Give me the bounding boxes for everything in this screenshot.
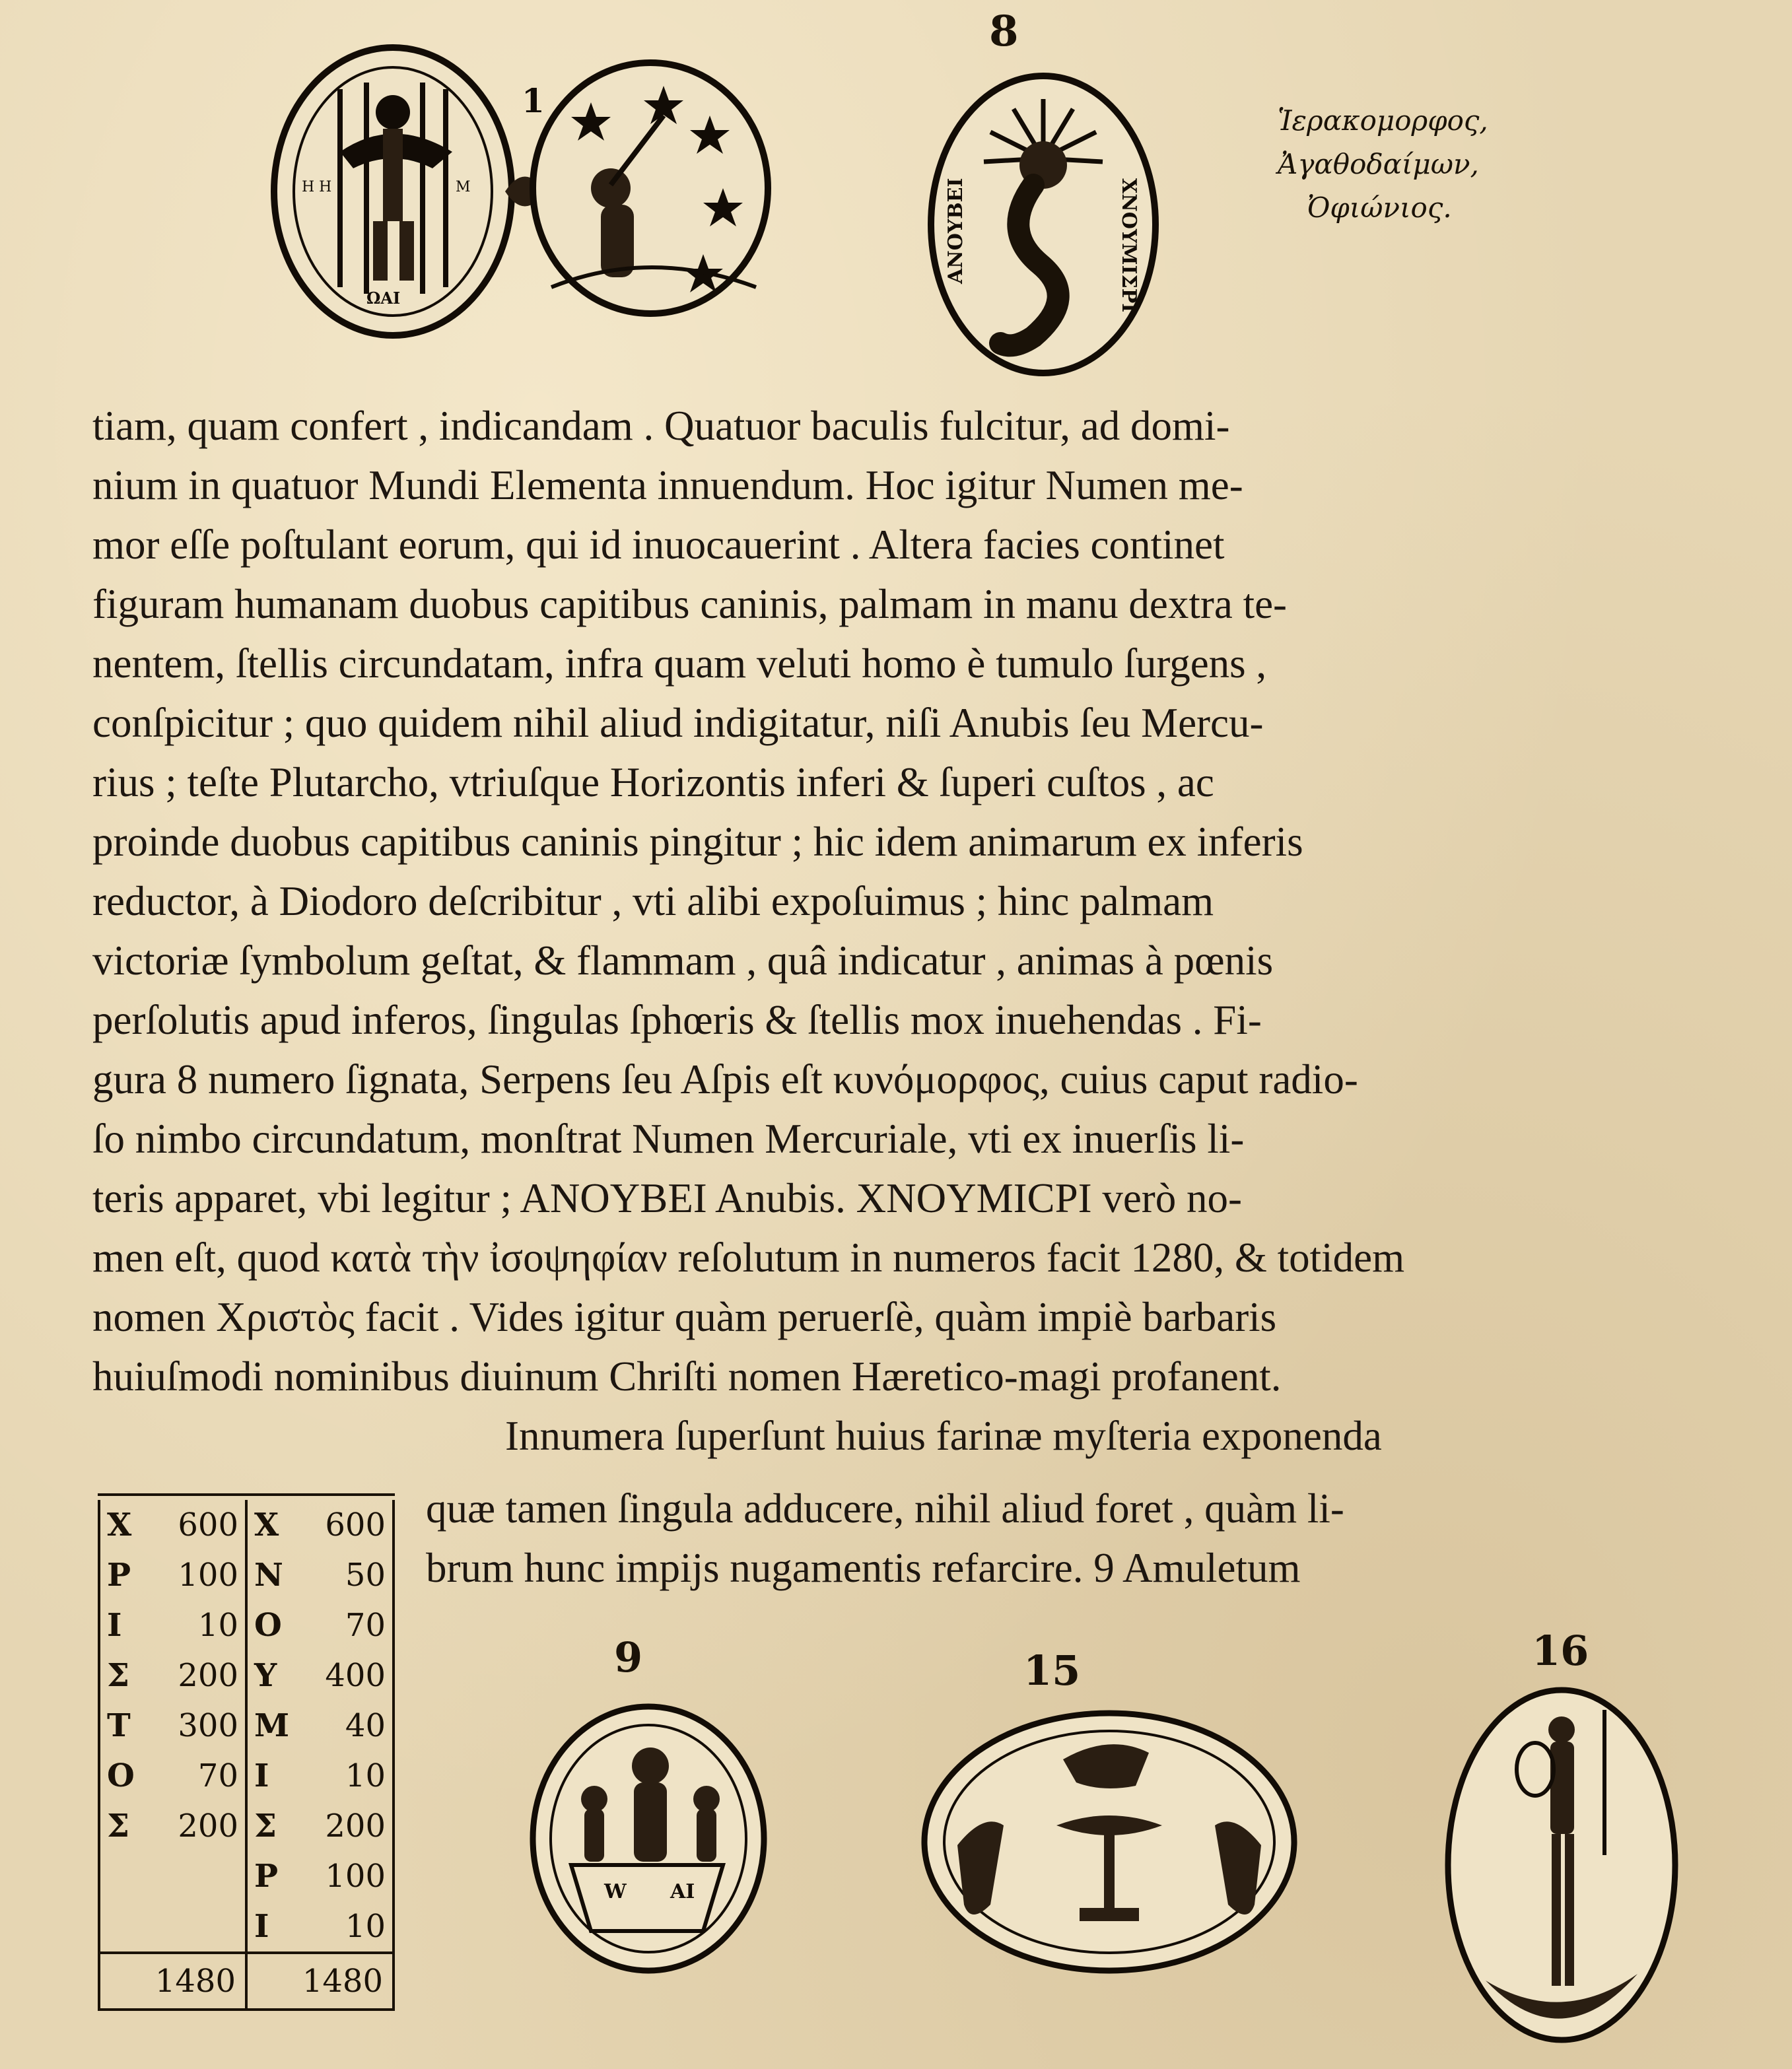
seal-letters-hh: Η Η bbox=[302, 179, 332, 195]
text-line-content: reductor, à Diodoro deſcribitur , vti alibi expoſuimus ; hinc palmam bbox=[92, 878, 1214, 924]
table-letter: O bbox=[107, 1757, 135, 1794]
table-letter: N bbox=[254, 1557, 283, 1594]
table-row bbox=[100, 1801, 245, 1851]
text-line-content: rius ; teſte Plutarcho, vtriuſque Horizontis inferi & ſuperi cuſtos , ac bbox=[92, 759, 1214, 805]
text-line-content: nium in quatuor Mundi Elementa innuendum. Hoc igitur Numen me- bbox=[92, 462, 1243, 508]
text-line bbox=[92, 396, 1723, 456]
text-line-content: tiam, quam confert , indicandam . Quatuor baculis fulcitur, ad domi- bbox=[92, 403, 1230, 449]
table-row bbox=[248, 1600, 392, 1650]
figure-1-double-seal bbox=[267, 36, 789, 347]
text-line-content: proinde duobus capitibus caninis pingitur ; hic idem animarum ex inferis bbox=[92, 819, 1303, 865]
table-columns bbox=[98, 1500, 395, 1951]
table-totals bbox=[98, 1951, 395, 2011]
table-row bbox=[248, 1901, 392, 1951]
figure-1-engraving bbox=[267, 36, 789, 347]
greek-epithet-line: Ὀφιώνιος. bbox=[1307, 191, 1452, 224]
table-letter: P bbox=[107, 1557, 131, 1594]
table-row bbox=[248, 1851, 392, 1901]
figure-8-engraving bbox=[921, 66, 1165, 383]
table-letter: I bbox=[254, 1757, 269, 1794]
figure-15-engraving bbox=[918, 1707, 1301, 1977]
table-letter: M bbox=[254, 1707, 290, 1744]
text-line-content: Innumera ſuperſunt huius farinæ myſteria exponenda bbox=[505, 1413, 1382, 1459]
text-line bbox=[92, 456, 1723, 515]
text-line bbox=[92, 1347, 1723, 1406]
table-letter: I bbox=[254, 1908, 269, 1945]
figure-16-label: 16 bbox=[1532, 1627, 1589, 1675]
text-line bbox=[92, 1109, 1723, 1169]
text-line bbox=[426, 1538, 1723, 1598]
text-line bbox=[92, 634, 1723, 693]
table-value: 300 bbox=[178, 1707, 238, 1744]
text-line bbox=[92, 871, 1723, 931]
figure-1-label: 1 bbox=[522, 81, 545, 120]
figure-16-seal bbox=[1439, 1683, 1684, 2047]
table-row bbox=[100, 1901, 245, 1951]
total-left: 1480 bbox=[100, 1954, 248, 2008]
table-row bbox=[248, 1650, 392, 1701]
text-line bbox=[92, 753, 1723, 812]
seal-letters-wai: ΩΑΙ bbox=[366, 288, 401, 308]
figure-16-engraving bbox=[1439, 1683, 1684, 2047]
table-row bbox=[100, 1550, 245, 1600]
greek-epithet-line: Ἀγαθοδαίμων, bbox=[1278, 148, 1479, 180]
seal-letter-w: W bbox=[604, 1880, 627, 1903]
table-value: 200 bbox=[178, 1657, 238, 1694]
table-letter: Σ bbox=[254, 1808, 277, 1845]
serpent-right-inscription: ΧΝΟΥΜΙΣΡΙ bbox=[1117, 178, 1140, 313]
table-letter: I bbox=[107, 1607, 122, 1644]
table-column-right bbox=[248, 1500, 392, 1951]
text-line-content: perſolutis apud inferos, ſingulas ſphœris & ſtellis mox inuehendas . Fi- bbox=[92, 997, 1262, 1043]
table-row bbox=[248, 1701, 392, 1751]
text-line-content: nomen Χριστὸς facit . Vides igitur quàm peruerſè, quàm impiè barbaris bbox=[92, 1294, 1277, 1340]
table-letter: Υ bbox=[254, 1657, 277, 1694]
text-line-content: victoriæ ſymbolum geſtat, & flammam , quâ indicatur , animas à pœnis bbox=[92, 937, 1274, 984]
table-row bbox=[100, 1751, 245, 1801]
table-letter: P bbox=[254, 1858, 279, 1895]
text-line bbox=[92, 1050, 1723, 1109]
table-letter: T bbox=[107, 1707, 131, 1744]
text-line bbox=[92, 990, 1723, 1050]
table-value: 10 bbox=[197, 1607, 238, 1644]
table-value: 100 bbox=[325, 1858, 386, 1895]
table-top-rule bbox=[98, 1493, 395, 1496]
table-value: 70 bbox=[197, 1757, 238, 1794]
greek-epithets bbox=[1278, 99, 1555, 230]
text-line bbox=[92, 1287, 1723, 1347]
text-line bbox=[92, 693, 1723, 753]
table-value: 400 bbox=[325, 1657, 386, 1694]
table-value: 70 bbox=[345, 1607, 386, 1644]
gematria-table bbox=[98, 1493, 395, 2011]
text-line-content: gura 8 numero ſignata, Serpens ſeu Aſpis eſt κυνόμορφος, cuius caput radio- bbox=[92, 1056, 1358, 1102]
figure-8-serpent-seal bbox=[921, 66, 1165, 383]
table-letter: Σ bbox=[107, 1657, 129, 1694]
table-value: 600 bbox=[325, 1507, 386, 1543]
table-row bbox=[248, 1801, 392, 1851]
figure-9-seal bbox=[525, 1700, 773, 1977]
table-value: 600 bbox=[178, 1507, 238, 1543]
table-row bbox=[100, 1701, 245, 1751]
text-line-content: ſo nimbo circundatum, monſtrat Numen Mercuriale, vti ex inuerſis li- bbox=[92, 1116, 1245, 1162]
table-row bbox=[248, 1500, 392, 1550]
table-value: 200 bbox=[178, 1808, 238, 1845]
text-line bbox=[92, 1169, 1723, 1228]
table-row bbox=[100, 1851, 245, 1901]
text-line bbox=[92, 931, 1723, 990]
text-line-content: brum hunc impijs nugamentis refarcire. 9 Amuletum bbox=[426, 1545, 1301, 1591]
page-number: 8 bbox=[989, 7, 1019, 56]
table-row bbox=[248, 1550, 392, 1600]
table-letter: Σ bbox=[107, 1808, 129, 1845]
body-text-continued bbox=[426, 1479, 1723, 1598]
text-line-content: conſpicitur ; quo quidem nihil aliud indigitatur, niſi Anubis ſeu Mercu- bbox=[92, 700, 1264, 746]
text-line bbox=[426, 1479, 1723, 1538]
text-line-content: huiuſmodi nominibus diuinum Chriſti nomen Hæretico-magi profanent. bbox=[92, 1353, 1282, 1400]
total-right: 1480 bbox=[302, 1963, 383, 2000]
text-line-content: figuram humanam duobus capitibus caninis, palmam in manu dextra te- bbox=[92, 581, 1288, 627]
table-row bbox=[100, 1500, 245, 1550]
text-line-content: mor eſſe poſtulant eorum, qui id inuocauerint . Altera facies continet bbox=[92, 522, 1225, 568]
text-line-content: teris apparet, vbi legitur ; ANOYBEI Anubis. XNOYMICPI verò no- bbox=[92, 1175, 1243, 1221]
text-line bbox=[92, 574, 1723, 634]
table-letter: O bbox=[254, 1607, 282, 1644]
table-value: 10 bbox=[345, 1908, 386, 1945]
table-column-left bbox=[100, 1500, 248, 1951]
text-line-content: quæ tamen ſingula adducere, nihil aliud foret , quàm li- bbox=[426, 1485, 1344, 1532]
figure-9-label: 9 bbox=[614, 1633, 643, 1681]
seal-letters-ai: AI bbox=[670, 1880, 695, 1903]
text-line bbox=[92, 515, 1723, 574]
table-value: 200 bbox=[325, 1808, 386, 1845]
figure-15-seal bbox=[918, 1707, 1301, 1977]
serpent-left-inscription: ΑΝΟΥΒΕΙ bbox=[944, 178, 967, 284]
text-line bbox=[92, 812, 1723, 871]
table-value: 50 bbox=[345, 1557, 386, 1594]
text-line-content: nentem, ſtellis circundatam, infra quam veluti homo è tumulo ſurgens , bbox=[92, 640, 1267, 687]
figure-9-engraving bbox=[525, 1700, 773, 1977]
seal-letter-m: Μ bbox=[456, 179, 471, 195]
text-line-content: men eſt, quod κατὰ τὴν ἰσοψηφίαν reſolutum in numeros facit 1280, & totidem bbox=[92, 1235, 1405, 1281]
table-row bbox=[100, 1600, 245, 1650]
table-letter: X bbox=[107, 1507, 132, 1543]
greek-epithet-line: Ἱερακομορφος, bbox=[1278, 104, 1488, 137]
table-letter: X bbox=[254, 1507, 279, 1543]
text-line bbox=[92, 1228, 1723, 1287]
text-line bbox=[92, 1406, 1723, 1466]
figure-15-label: 15 bbox=[1023, 1646, 1081, 1695]
table-row bbox=[100, 1650, 245, 1701]
table-value: 100 bbox=[178, 1557, 238, 1594]
table-value: 40 bbox=[345, 1707, 386, 1744]
table-value: 10 bbox=[345, 1757, 386, 1794]
table-row bbox=[248, 1751, 392, 1801]
body-text bbox=[92, 396, 1723, 1466]
